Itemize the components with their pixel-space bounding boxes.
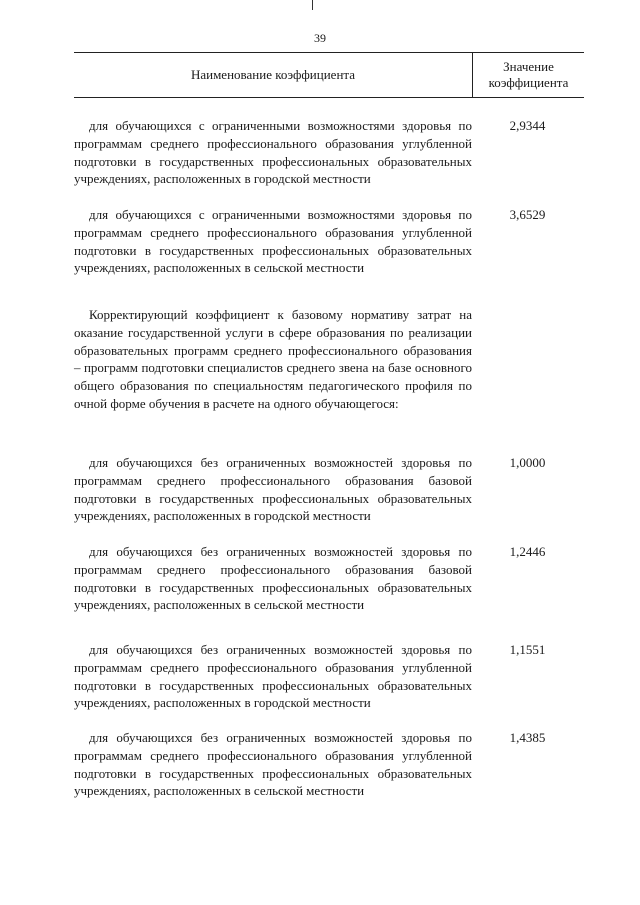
coefficient-description: для обучающихся с ограниченными возможностями здоровья по программам среднего профессионального образования углубленной подготовки в государственных профессиональных образовательных учреждениях, расположенных в сельской местности xyxy=(74,207,472,276)
coefficient-value: 1,1551 xyxy=(509,642,546,657)
coefficient-description: для обучающихся без ограниченных возможностей здоровья по программам среднего профессионального образования базовой подготовки в государственных профессиональных образовательных учреждениях, расположенных в городской местности xyxy=(74,455,472,524)
coefficient-description: для обучающихся без ограниченных возможностей здоровья по программам среднего профессионального образования углубленной подготовки в государственных профессиональных образовательных учреждениях, расположенных в городской местности xyxy=(74,642,472,711)
header-name-column: Наименование коэффициента xyxy=(190,67,356,82)
coefficient-value: 1,4385 xyxy=(509,730,546,745)
table-header xyxy=(74,52,584,98)
coefficient-description: для обучающихся без ограниченных возможностей здоровья по программам среднего профессионального образования углубленной подготовки в государственных профессиональных образовательных учреждениях, расположенных в сельской местности xyxy=(74,730,472,799)
section-intro-paragraph: Корректирующий коэффициент к базовому нормативу затрат на оказание государственной услуги в сфере образования по реализации образовательных программ среднего профессионального образования – программ подготовки специалистов среднего звена на базе основного общего образования по специальностям педагогического профиля по очной форме обучения в расчете на одного обучающегося: xyxy=(74,307,472,411)
coefficient-value: 1,0000 xyxy=(509,455,546,470)
coefficient-value: 1,2446 xyxy=(509,544,546,559)
binding-mark xyxy=(312,0,313,10)
coefficient-value: 2,9344 xyxy=(509,118,546,133)
coefficient-value: 3,6529 xyxy=(509,207,546,222)
header-value-column: Значение коэффициента xyxy=(488,59,569,90)
coefficient-description: для обучающихся с ограниченными возможностями здоровья по программам среднего профессионального образования углубленной подготовки в государственных профессиональных образовательных учреждениях, расположенных в городской местности xyxy=(74,118,472,187)
page-number: 39 xyxy=(314,31,326,45)
coefficient-description: для обучающихся без ограниченных возможностей здоровья по программам среднего профессионального образования базовой подготовки в государственных профессиональных образовательных учреждениях, расположенных в сельской местности xyxy=(74,544,472,613)
